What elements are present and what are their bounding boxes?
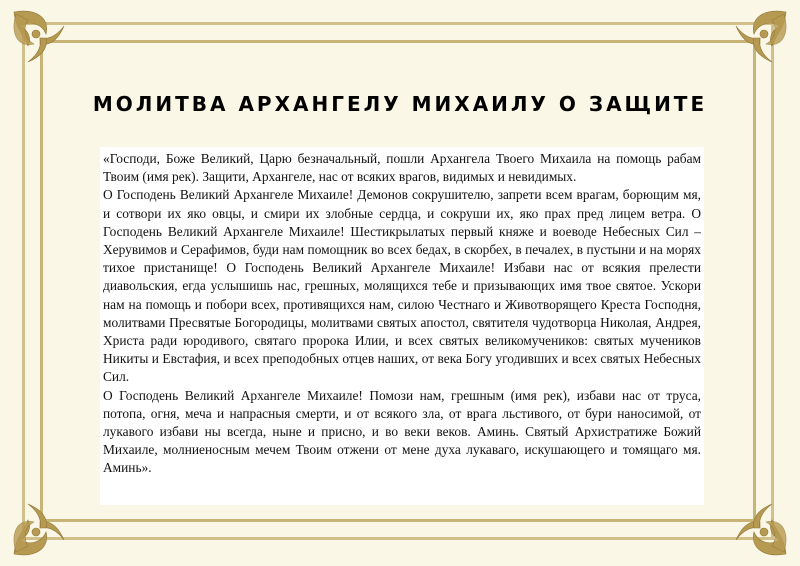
prayer-paragraph: «Господи, Боже Великий, Царю безначальный, пошли Архангела Твоего Михаила на помощь рабам Твоим (имя рек). Защити, Архангеле, нас от всяких врагов, видимых и невидимых.: [103, 151, 701, 185]
corner-ornament-icon: [6, 4, 76, 74]
page-title: МОЛИТВА АРХАНГЕЛУ МИХАИЛУ О ЗАЩИТЕ: [92, 92, 708, 116]
corner-ornament-icon: [724, 492, 794, 562]
prayer-text: [103, 150, 701, 478]
corner-ornament-icon: [6, 492, 76, 562]
prayer-paragraph: О Господень Великий Архангеле Михаиле! Помози нам, грешным (имя рек), избави нас от труса, потопа, огня, меча и напрасныя смерти, и от всякого зла, от врага льстивого, от бури наносимой, от лукавого избави ны всегда, ныне и присно, и во веки веков. Аминь. Святый Архистратиже Божий Михаиле, молниеносным мечем Твоим отжени от мене духа лукаваго, искушающего и томящаго мя. Аминь».: [103, 387, 701, 476]
corner-ornament-icon: [724, 4, 794, 74]
prayer-paragraph: О Господень Великий Архангеле Михаиле! Демонов сокрушителю, запрети всем врагам, борющим мя, и сотвори их яко овцы, и смири их злобные сердца, и сокруши их, яко прах пред лицем ветра. О Господень Великий Архангеле Михаиле! Шестикрылатых первый княже и воеводе Небесных Сил – Херувимов и Серафимов, буди нам помощник во всех бедах, в скорбех, в печалех, в пустыни и на морях тихое пристанище! О Господень Великий Архангеле Михаиле! Избави нас от всякия прелести диавольския, егда услышишь нас, грешных, молящихся тебе и призывающих имя твое святое. Ускори нам на помощь и побори всех, противящихся нам, силою Честнаго и Животворящего Креста Господня, молитвами Пресвятые Богородицы, молитвами святых апостол, святителя чудотворца Николая, Андрея, Христа ради юродивого, святаго пророка Илии, и всех святых великомучеников: святых мучеников Никиты и Евстафия, и всех преподобных отцев наших, от века Богу угодивших и всех святых Небесных Сил.: [103, 187, 701, 385]
